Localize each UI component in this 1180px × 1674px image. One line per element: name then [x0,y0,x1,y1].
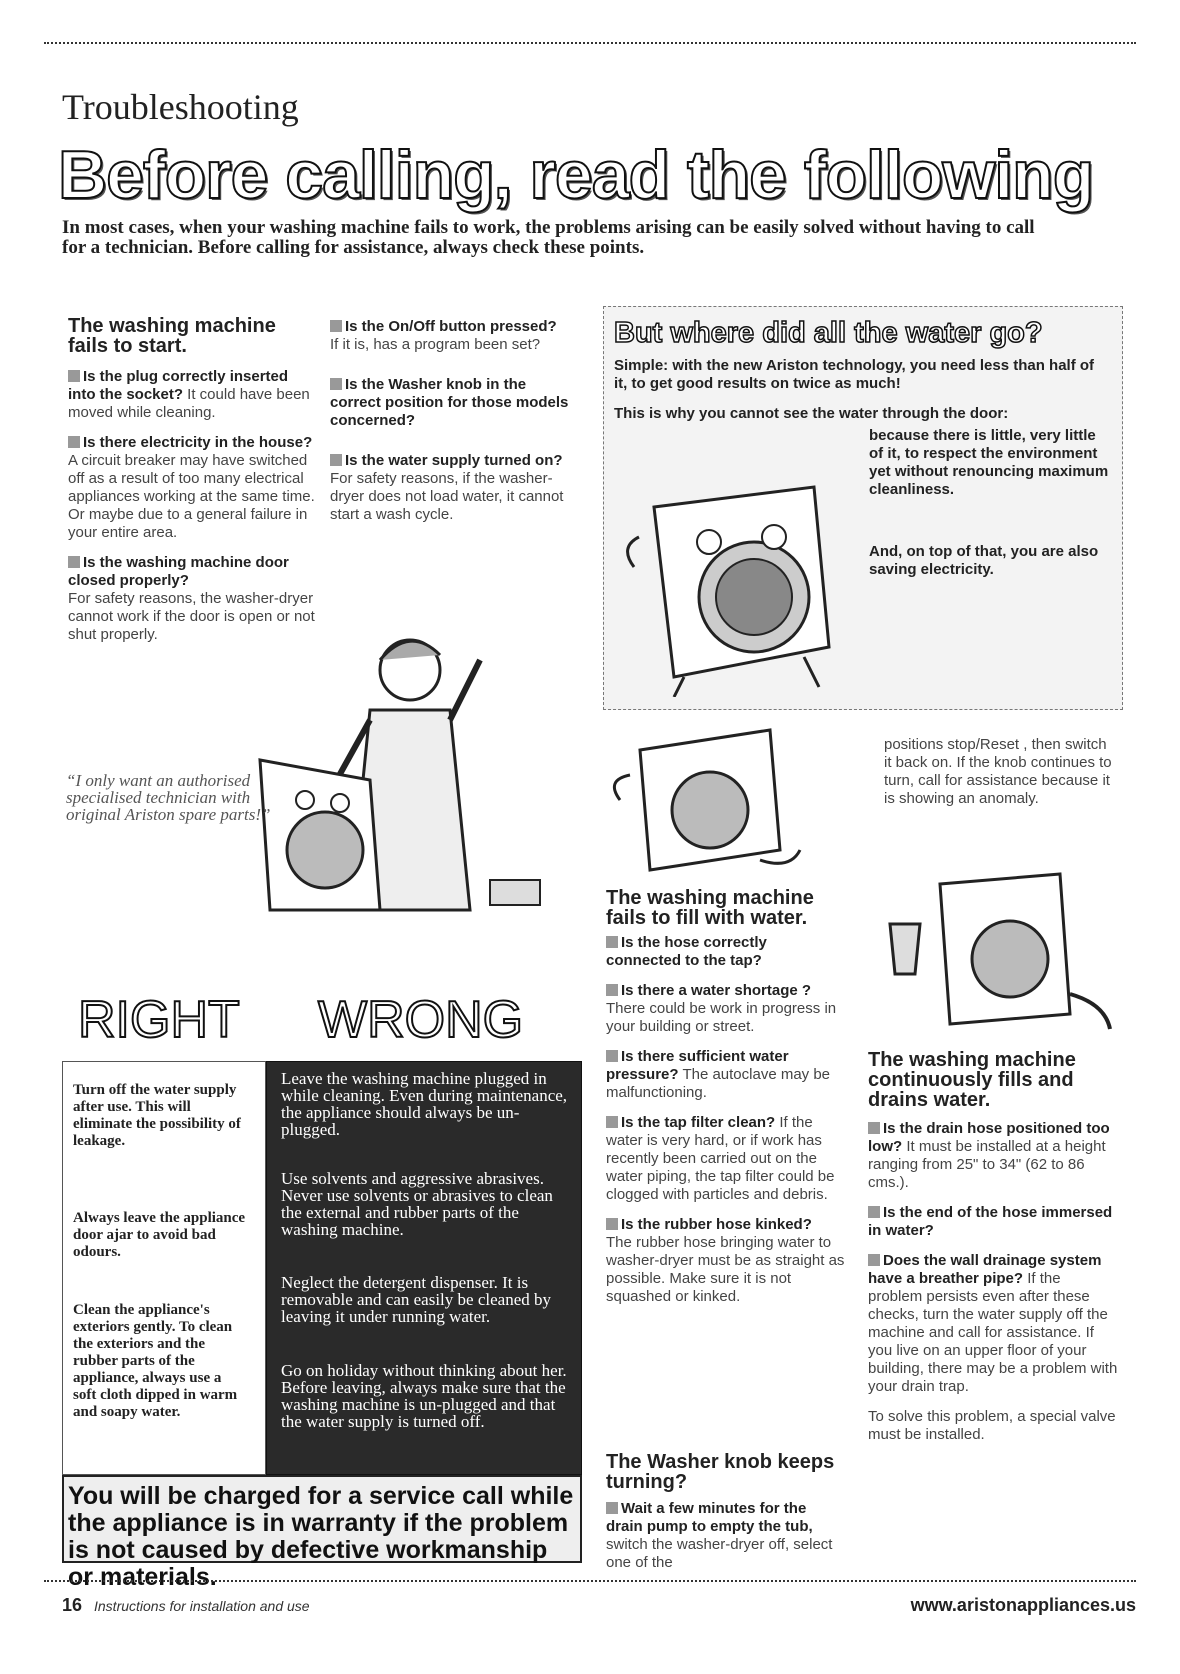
right-practices-box [62,1061,266,1475]
column-continuous-drain [868,1050,1118,1456]
right-tip: Clean the appliance's exteriors gently. To clean the exteriors and the rubber parts of the appliance, always use a soft cloth dipped in warm and soapy water. [73,1302,238,1420]
top-rule [44,42,1136,44]
bullet-icon [330,454,342,466]
water-box-door-text: This is why you cannot see the water through the door: [614,405,1009,422]
wrong-practices-box [266,1061,582,1475]
bullet-icon [68,556,80,568]
list-item: Is there sufficient water pressure? The autoclave may be malfunctioning. [606,1048,831,1101]
bullet-icon [606,984,618,996]
drain-solution: To solve this problem, a special valve must be installed. [868,1408,1116,1443]
section-label: Troubleshooting [62,87,299,127]
column-fails-to-start [68,316,318,656]
bullet-icon [606,1218,618,1230]
right-tip: Turn off the water supply after use. This will eliminate the possibility of leakage. [73,1082,241,1149]
list-item: Is the On/Off button pressed? If it is, has a program been set? [330,318,557,353]
water-box-reason: because there is little, very little of it, to respect the environment yet without renouncing maximum cleanliness. [869,427,1109,498]
list-item: Is the Washer knob in the correct position for those models concerned? [330,376,569,429]
list-item: Is the water supply turned on? For safety reasons, if the washer-dryer does not load water, it cannot start a wash cycle. [330,452,564,523]
list-item: Wait a few minutes for the drain pump to empty the tub, switch the washer-dryer off, select one of the [606,1500,833,1571]
right-heading: RIGHT [78,991,240,1049]
wrong-tip: Neglect the detergent dispenser. It is removable and can easily be cleaned by leaving it under running water. [281,1273,551,1326]
list-item: Is the drain hose positioned too low? It must be installed at a height ranging from 25" to 34" (62 to 86 cms.). [868,1120,1110,1191]
list-item: Is the washing machine door closed properly? For safety reasons, the washer-dryer cannot work if the door is open or not shut properly. [68,554,315,643]
list-item: Is the plug correctly inserted into the socket? It could have been moved while cleaning. [68,368,310,421]
bullet-icon [330,378,342,390]
column-power-checks [330,318,578,536]
list-item: Is there electricity in the house? A circuit breaker may have switched off as a result of too many electrical appliances working at the same time. Or maybe due to a general failure in your entire area. [68,434,315,541]
bullet-icon [68,436,80,448]
water-box-title: But where did all the water go? [614,317,1043,349]
bullet-icon [68,370,80,382]
water-box-intro: Simple: with the new Ariston technology, you need less than half of it, to get good results on twice as much! [614,357,1095,392]
fails-to-fill-heading: The washing machine fails to fill with water. [606,887,814,929]
wrong-heading: WRONG [318,991,524,1049]
list-item: Is the rubber hose kinked? The rubber hose bringing water to washer-dryer must be as straight as possible. Make sure it is not squashed or kinked. [606,1216,845,1305]
bullet-icon [868,1254,880,1266]
bullet-icon [606,1502,618,1514]
fails-to-start-heading: The washing machine fails to start. [68,315,276,357]
washing-machine-illustration [614,447,864,697]
right-tip: Always leave the appliance door ajar to avoid bad odours. [73,1210,246,1260]
page-headline: Before calling, read the following [58,137,1094,213]
bullet-icon [606,936,618,948]
water-info-box [603,306,1123,710]
technician-quote: “I only want an authorised specialised technician with original Ariston spare parts!” [66,771,271,824]
bullet-icon [868,1206,880,1218]
footer-url: www.aristonappliances.us [910,1595,1136,1615]
overflowing-washer-illustration [870,864,1120,1034]
upset-washer-illustration [600,720,820,880]
list-item: Is the tap filter clean? If the water is very hard, or if work has recently been carried out on the water piping, the tap filter could be clogged with particles and debris. [606,1114,835,1203]
column-knob [606,1452,846,1584]
knob-heading: The Washer knob keeps turning? [606,1451,835,1493]
column-fails-to-fill [606,888,846,1318]
list-item: Is the end of the hose immersed in water? [868,1204,1113,1239]
list-item: Is there a water shortage ? There could be work in progress in your building or street. [606,982,837,1035]
water-box-electricity: And, on top of that, you are also saving electricity. [869,543,1099,578]
bullet-icon [330,320,342,332]
bottom-rule [44,1580,1136,1582]
intro-text: In most cases, when your washing machine fails to work, the problems arising can be easily solved without having to call for a technician. Before calling for assistance, always check these points. [62,217,1035,258]
list-item: Is the hose correctly connected to the tap? [606,934,767,969]
warranty-notice: You will be charged for a service call while the appliance is in warranty if the problem is not caused by defective workmanship or materials. [62,1475,582,1563]
wrong-tip: Leave the washing machine plugged in while cleaning. Even during maintenance, the appliance should always be un-plugged. [281,1069,568,1139]
bullet-icon [606,1116,618,1128]
bullet-icon [606,1050,618,1062]
reset-text: positions stop/Reset , then switch it back on. If the knob continues to turn, call for assistance because it is showing an anomaly. [884,736,1112,807]
wrong-tip: Use solvents and aggressive abrasives. Never use solvents or abrasives to clean the external and rubber parts of the washing machine. [281,1169,553,1239]
bullet-icon [868,1122,880,1134]
list-item: Does the wall drainage system have a breather pipe? If the problem persists even after these checks, turn the water supply off the machine and call for assistance. If you live on an upper floor of your building, there may be a problem with your drain trap. [868,1252,1118,1395]
wrong-tip: Go on holiday without thinking about her. Before leaving, always make sure that the washing machine is un-plugged and that the water supply is turned off. [281,1361,567,1431]
page-number: 16 [62,1595,83,1615]
continuous-drain-heading: The washing machine continuously fills and drains water. [868,1049,1076,1111]
footer-subtitle: Instructions for installation and use [94,1598,310,1614]
